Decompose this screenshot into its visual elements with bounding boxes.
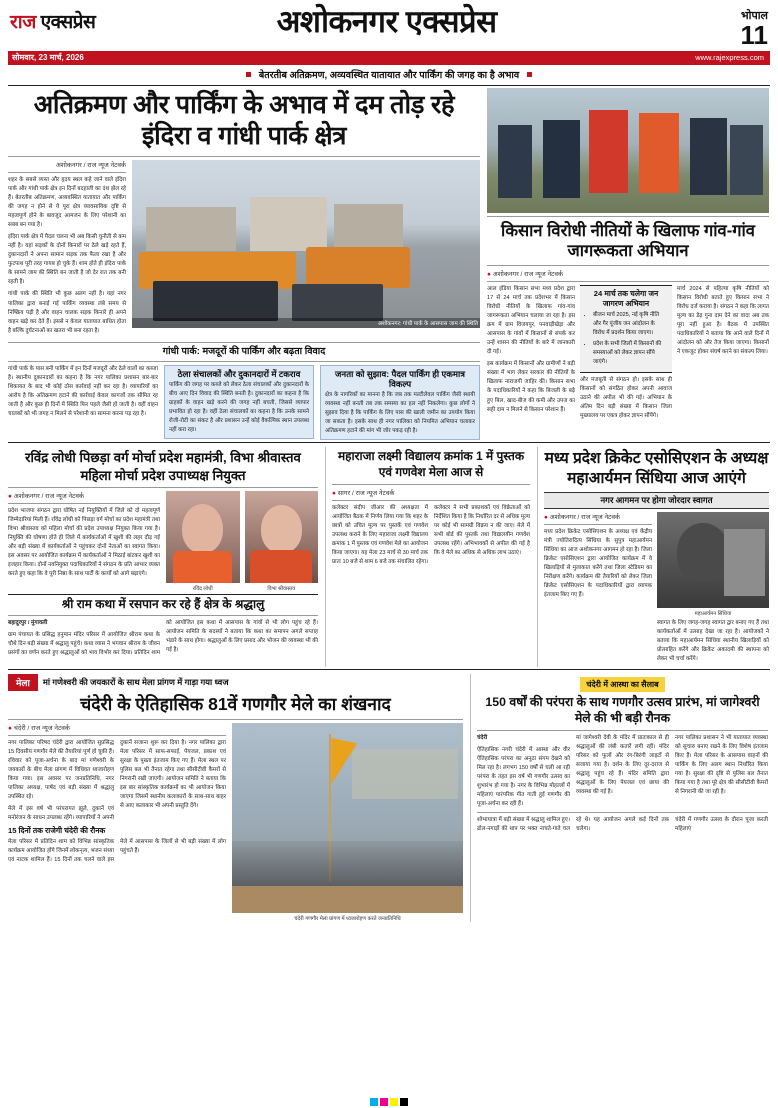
website-url[interactable]: www.rajexpress.com [695, 53, 764, 63]
divider [8, 85, 770, 86]
aastha-story [470, 674, 768, 922]
farmer-byline: ● अशोकनगर / राज न्यूज नेटवर्क [487, 270, 563, 278]
cricket-body-right [657, 619, 769, 664]
paragraph: आल इंडिया किसान सभा मध्य प्रदेश द्वारा 17 से 24 मार्च तक प्रदेशभर में किसान विरोधी नीतियों के खिलाफ गांव-गांव जागरूकता अभियान चलाया जा रहा है। इस क्रम में ग्राम विजयपुर, पनवाड़ीखेड़ा और आसपास के गांवों में किसानों से संपर्क कर उन्हें शासन की नीतियों के बारे में जानकारी दी गई। [487, 285, 575, 356]
paragraph [477, 734, 570, 743]
mela-headline: चंदेरी के ऐतिहासिक 81वें गणगौर मेले का शंखनाद [80, 693, 391, 714]
bookfair-byline: ● सागर / राज न्यूज नेटवर्क [332, 489, 395, 497]
mela-banner-text: मां गणेश्वरी की जयकारों के साथ मेला प्रांगण में गाड़ा गया ध्वज [42, 676, 229, 687]
paragraph: शहर के सबसे व्यस्त और हृदय स्थल कहे जाने वाले इंदिरा पार्क और गांधी पार्क क्षेत्र इन दिनों बदहाली का दंश झेल रहे हैं। बेतरतीब अतिक्रमण, अव्यवस्थित यातायात और पार्किंग की जगह न होने से ये पूरा क्षेत्र व्यावसायिक दृष्टि से महत्वपूर्ण होने के बावजूद आमजन के लिए परेशानी का सबब बन गया है। [8, 176, 126, 229]
info-box-2-body: क्षेत्र के नागरिकों का मानना है कि जब तक मल्टीलेवल पार्किंग जैसी स्थायी व्यवस्था नहीं बनती तब तक समस्या का हल नहीं निकलेगा। कुछ लोगों ने सुझाव दिया है कि पार्किंग के लिए पास की खाली जमीन का उपयोग किया जा सकता है। इसके साथ ही नगर पालिका को नियमित अभियान चलाकर अतिक्रमण हटाने की मांग भी जोर पकड़ रही है। [325, 392, 475, 435]
farmer-story [487, 88, 769, 441]
magenta-swatch [380, 1098, 388, 1106]
paragraph: नगर पालिका परिषद चंदेरी द्वारा आयोजित सुप्रसिद्ध 15 दिवसीय गणगौर मेले की तैयारियां पूर्ण हो चुकी हैं। रविवार को पूजा-अर्चना के बाद मां गणेश्वरी के जयकारों के बीच मेला प्रांगण में विधिवत ध्वजारोहण किया गया। इस अवसर पर जनप्रतिनिधि, नगर पालिका अध्यक्ष, पार्षद एवं बड़ी संख्या में श्रद्धालु उपस्थित रहे। [8, 739, 114, 801]
appointments-story [8, 447, 318, 667]
lead-headline: अतिक्रमण और पार्किंग के अभाव में दम तोड़ रहे इंदिरा व गांधी पार्क क्षेत्र [33, 90, 455, 150]
yellow-swatch [390, 1098, 398, 1106]
divider [487, 265, 769, 266]
divider [332, 484, 530, 485]
bookfair-headline: महाराजा लक्ष्मी विद्यालय क्रमांक 1 में पुस्तक एवं गणवेश मेला आज से [337, 449, 525, 480]
list-item: • बीजन मार्च 2025, नई कृषि नीति और गैर पूंजीय जन आंदोलन के विरोध में प्रदर्शन किया जाएगा। [593, 311, 668, 338]
cricket-byline: ● अशोकनगर / राज न्यूज नेटवर्क [544, 513, 620, 521]
portrait-caption-1: रविंद्र लोधी [192, 585, 213, 592]
paragraph: इस कार्यक्रम में किसानों और ग्रामीणों ने बड़ी संख्या में भाग लेकर सरकार की नीतियों के खिलाफ नाराजगी जाहिर की। किसान सभा के पदाधिकारियों ने कहा कि बिजली के बढ़े हुए बिल, खाद-बीज की कमी और उपज का सही दाम न मिलने से किसान परेशान हैं। [487, 361, 575, 413]
lead-story [8, 88, 480, 441]
paragraph: मेला परिसर में प्रतिदिन शाम को विभिन्न सांस्कृतिक कार्यक्रम आयोजित होंगे जिनमें लोकनृत्य, भजन संध्या एवं नाटक शामिल हैं। 15 दिनों तक चलने वाले इस मेले में आसपास के जिलों से भी बड़ी संख्या में लोग पहुंचते हैं। [8, 839, 226, 864]
bullet-icon: ● [332, 489, 336, 497]
farmer-photo [487, 88, 769, 213]
aastha-sub-body [477, 816, 768, 836]
mela-photo [232, 723, 463, 913]
appointments-byline: ● अशोकनगर / राज न्यूज नेटवर्क [8, 492, 84, 500]
divider [487, 281, 769, 282]
divider [8, 342, 480, 343]
bookfair-body [332, 504, 530, 567]
farmer-col3 [677, 285, 769, 357]
farmer-box-list [584, 311, 668, 367]
farmer-headline: किसान विरोधी नीतियों के खिलाफ गांव-गांव जागरूकता अभियान [501, 221, 755, 261]
mela-photo-caption: चंदेरी गणगौर मेला प्रांगण में ध्वजारोहण करते जनप्रतिनिधि [294, 915, 401, 922]
cricket-body-left [544, 528, 652, 600]
paragraph: चंदेरी में गणगौर उत्सव के दौरान पूजा करती महिलाएं [675, 817, 768, 833]
portrait-caption-2: विभा श्रीवास्तव [267, 585, 296, 592]
cricket-photo [657, 512, 769, 608]
info-box-1-title: ठेला संचालकों और दुकानदारों में टकराव [177, 368, 301, 379]
paragraph: कलेक्टर संदीप जीआर की अध्यक्षता में आयोजित बैठक में निर्णय लिया गया कि शहर के छात्रों को उचित मूल्य पर पुस्तकें एवं गणवेश उपलब्ध कराने के लिए महाराजा लक्ष्मी विद्यालय क्रमांक 1 में पुस्तक एवं गणवेश मेले का आयोजन किया जाएगा। यह मेला 23 मार्च से 30 मार्च तक प्रातः 10 बजे से शाम 6 बजे तक संचालित रहेगा। कलेक्टर ने सभी प्रकाशकों एवं विक्रेताओं को निर्देशित किया है कि निर्धारित दर से अधिक मूल्य पर कोई भी सामग्री विक्रय न की जाए। मेले में सभी बोर्ड की पुस्तकें तथा विद्यालयीन गणवेश उपलब्ध रहेंगे। अभिभावकों से अपील की गई है कि वे मेले का अधिक से अधिक लाभ उठाएं। [332, 504, 530, 565]
cyan-swatch [370, 1098, 378, 1106]
paragraph: गांधी पार्क के पास बनी पार्किंग में इन दिनों मजदूरों और ठेले वालों का कब्जा है। स्थानीय दुकानदारों का कहना है कि नगर पालिका प्रशासन बार-बार शिकायत के बाद भी कोई ठोस कार्रवाई नहीं कर रहा है। व्यापारियों का आरोप है कि अतिक्रमण हटाने की कार्रवाई केवल कागजों तक सीमित रह जाती है और कुछ ही दिनों में स्थिति फिर पहले जैसी हो जाती है। वहीं वाहन चालकों को भी जगह न मिलने से परेशानी का सामना करना पड़ रहा है। [8, 365, 158, 417]
cricket-subband: नगर आगमन पर होगा जोरदार स्वागत [544, 492, 769, 509]
divider [8, 172, 126, 173]
mela-sub-body [8, 838, 226, 865]
cmyk-registration-marks [370, 1098, 408, 1106]
square-bullet-icon [246, 72, 251, 77]
divider [8, 156, 480, 157]
info-box-2 [320, 365, 480, 441]
ramkatha-body [8, 619, 318, 658]
bullet-icon: ● [8, 724, 12, 732]
paragraph: नगर पालिका प्रशासन ने भी यातायात व्यवस्था को सुचारु बनाए रखने के लिए विशेष इंतजाम किए हैं। मेला परिसर के आसपास वाहनों की पार्किंग के लिए अलग स्थान निर्धारित किया गया है। सुरक्षा की दृष्टि से पुलिस बल तैनात किया गया है तथा पूरे क्षेत्र की सीसीटीवी कैमरों से निगरानी की जा रही है। [675, 734, 768, 796]
bookfair-story [325, 447, 530, 667]
edition-block [678, 8, 768, 48]
bottom-section [8, 674, 770, 922]
divider [8, 503, 160, 504]
divider [8, 735, 226, 736]
portrait-photo-2 [245, 491, 319, 583]
info-box-2-title: जनता को सुझाव: पैदल पार्किंग ही एकमात्र विकल्प [335, 368, 465, 389]
cricket-photo-caption: महाआर्यमन सिंधिया [694, 610, 732, 617]
lead-photo [132, 160, 480, 328]
paragraph: मेले में इस वर्ष भी परंपरागत झूले, दुकानें एवं मनोरंजन के साधन उपलब्ध रहेंगे। व्यापारियों ने अपनी दुकानें सजाना शुरू कर दिया है। नगर पालिका द्वारा मेला परिसर में साफ-सफाई, पेयजल, प्रकाश एवं सुरक्षा के पुख्ता इंतजाम किए गए हैं। मेला स्थल पर पुलिस बल भी तैनात रहेगा तथा सीसीटीवी कैमरों से निगरानी रखी जाएगी। आयोजन समिति ने बताया कि इस बार सांस्कृतिक कार्यक्रमों का भी आयोजन किया जाएगा जिसमें स्थानीय कलाकारों के साथ-साथ बाहर से आए कलाकार भी अपनी प्रस्तुति देंगे। [8, 739, 226, 822]
aastha-byline: चंदेरी [477, 734, 488, 741]
lead-subhead-1: गांधी पार्क: मजदूरों की पार्किंग और बढ़ता विवाद [162, 345, 326, 357]
divider [477, 812, 768, 813]
divider [8, 615, 318, 616]
farmer-col1 [487, 285, 575, 415]
cricket-story [537, 447, 769, 667]
farmer-col2b [580, 376, 672, 421]
divider [332, 500, 530, 501]
lead-photo-caption: अशोकनगर: गांधी पार्क के आसपास जाम की स्थिति [132, 318, 480, 328]
kicker-text: बेतरतीब अतिक्रमण, अव्यवस्थित यातायात और पार्किंग की जगह का है अभाव [258, 69, 520, 81]
lead-byline: अशोकनगर / राज न्यूज नेटवर्क [55, 161, 126, 169]
info-box-1 [164, 365, 314, 440]
kicker-line [8, 65, 770, 83]
edition-city: भोपाल [740, 10, 768, 22]
paragraph: ऐतिहासिक नगरी चंदेरी में आस्था और वीर ऐतिहासिक परंपरा का अनूठा संगम देखने को मिल रहा है। लगभग 150 वर्षों से चली आ रही परंपरा के तहत इस वर्ष भी गणगौर उत्सव का शुभारंभ हो गया है। नगर के विभिन्न मोहल्लों में महिलाएं पारंपरिक गीत गाती हुई गणगौर की पूजा-अर्चना कर रही हैं। [477, 746, 570, 808]
paragraph: मार्च 2024 से पहिल्या कृषि नीतियों को किसान विरोधी बताते हुए किसान सभा ने विरोध दर्ज कराया है। संगठन ने कहा कि लागत मूल्य का डेढ़ गुना दाम देने का वादा अब तक पूरा नहीं हुआ है। बैठक में उपस्थित पदाधिकारियों ने बताया कि आने वाले दिनों में आंदोलन को और तेज किया जाएगा। किसानों ने एकजुट होकर संघर्ष करने का संकल्प लिया। [677, 285, 769, 356]
ramkatha-byline: बहादुरपुर / मुंगावली [8, 620, 48, 627]
top-section [8, 88, 770, 441]
divider [487, 216, 769, 217]
square-bullet-icon [527, 72, 532, 77]
divider [8, 442, 770, 443]
paragraph: इंदिरा पार्क क्षेत्र में पैदल चलना भी अब किसी चुनौती से कम नहीं है। यहां सड़कों के दोनों किनारों पर ठेले खड़े रहते हैं, दुकानदारों ने अपना सामान सड़क तक फैला रखा है और फुटपाथ पूरी तरह गायब हो चुके हैं। शाम होते ही इंदिरा पार्क के सामने जाम की स्थिति बन जाती है जो देर रात तक बनी रहती है। [8, 234, 126, 286]
mela-banner [8, 674, 463, 691]
bullet-icon: ● [544, 513, 548, 521]
aastha-body [477, 734, 768, 809]
paragraph [8, 619, 160, 628]
mela-byline: ● चंदेरी / राज न्यूज नेटवर्क [8, 724, 70, 732]
page-number: 11 [740, 20, 768, 50]
ramkatha-headline: श्री राम कथा में रसपान कर रहे हैं क्षेत्र के श्रद्धालु [61, 596, 265, 611]
paragraph: ग्राम पंचायत के प्रसिद्ध हनुमान मंदिर परिसर में आयोजित श्रीराम कथा के चौथे दिन बड़ी संख्या में श्रद्धालु पहुंचे। कथा व्यास ने भगवान श्रीराम के जीवन प्रसंगों का वर्णन करते हुए श्रद्धालुओं को भाव विभोर कर दिया। प्रतिदिन शाम को आयोजित इस कथा में आसपास के गांवों से भी लोग पहुंच रहे हैं। आयोजन समिति के सदस्यों ने बताया कि कथा का समापन अगले सप्ताह भंडारे के साथ होगा। श्रद्धालुओं के लिए प्रसाद और भोजन की व्यवस्था भी की गई है। [8, 620, 318, 657]
lead-body-col1 [8, 176, 126, 336]
farmer-box-title: 24 मार्च तक चलेगा जन जागरण अभियान [593, 288, 659, 308]
date-line: सोमवार, 23 मार्च, 2026 [12, 53, 84, 63]
publication-logo: राज एक्सप्रेस [10, 12, 96, 33]
ground-area [232, 886, 463, 913]
black-swatch [400, 1098, 408, 1106]
farmer-highlight-box [580, 285, 672, 373]
paragraph: मध्य प्रदेश क्रिकेट एसोसिएशन के अध्यक्ष एवं केंद्रीय मंत्री ज्योतिरादित्य सिंधिया के सुपुत्र महाआर्यमन सिंधिया का आज अशोकनगर आगमन हो रहा है। जिला क्रिकेट एसोसिएशन द्वारा आयोजित कार्यक्रम में वे खिलाड़ियों से मुलाकात करेंगे तथा जिला स्टेडियम का निरीक्षण करेंगे। कार्यक्रम की तैयारियों को लेकर जिला क्रिकेट एसोसिएशन के पदाधिकारियों द्वारा व्यापक इंतजाम किए गए हैं। [544, 528, 652, 599]
lead-sub1-body [8, 365, 158, 419]
bullet-icon: ● [487, 270, 491, 278]
paragraph: स्वागत के लिए जगह-जगह स्वागत द्वार बनाए गए हैं तथा कार्यकर्ताओं में उत्साह देखा जा रहा है। आयोजकों ने बताया कि महाआर्यमन सिंधिया स्थानीय खिलाड़ियों को प्रोत्साहित करेंगे और क्रिकेट अकादमी की स्थापना को लेकर भी चर्चा करेंगे। [657, 619, 769, 662]
page-title: अशोकनगर एक्सप्रेस [276, 4, 497, 39]
appointments-body [8, 507, 160, 579]
paragraph: गांधी पार्क की स्थिति भी कुछ अलग नहीं है। यहां नगर पालिका द्वारा बनाई गई पार्किंग व्यवस्था लंबे समय से निष्क्रिय पड़ी है और वाहन चालक सड़क किनारे ही अपने वाहन खड़े कर देते हैं। इससे न केवल यातायात बाधित होता है बल्कि दुर्घटनाओं का खतरा भी बना रहता है। [8, 291, 126, 334]
divider [544, 524, 652, 525]
aastha-headline: 150 वर्षों की परंपरा के साथ गणगौर उत्सव प्रारंभ, मां जागेश्वरी मेले की भी बड़ी रौनक [485, 694, 760, 725]
aastha-tag: चंदेरी में आस्था का सैलाब [580, 677, 664, 692]
divider [8, 487, 318, 488]
section-tag: मेला [8, 674, 38, 691]
paragraph: प्रदेश भाजपा संगठन द्वारा घोषित नई नियुक्तियों में जिले को दो महत्वपूर्ण जिम्मेदारियां मिली हैं। रविंद्र लोधी को पिछड़ा वर्ग मोर्चा का प्रदेश महामंत्री तथा विभा श्रीवास्तव को महिला मोर्चा की प्रदेश उपाध्यक्ष नियुक्त किया गया है। नियुक्ति की घोषणा होते ही जिले में कार्यकर्ताओं में खुशी की लहर दौड़ गई और बड़ी संख्या में कार्यकर्ताओं ने पहुंचकर दोनों नेताओं का स्वागत किया। इस अवसर पर आयोजित कार्यक्रम में कार्यकर्ताओं ने मिठाई बांटकर खुशी का इजहार किया। दोनों नवनियुक्त पदाधिकारियों ने संगठन के प्रति आभार व्यक्त करते हुए कहा कि वे पूरी निष्ठा के साथ पार्टी के कार्यों को आगे बढ़ाएंगे। [8, 507, 160, 578]
newspaper-title-block [95, 6, 678, 37]
bullet-icon: ● [8, 492, 12, 500]
mela-subhead: 15 दिनों तक राजेगी चंदेरी की रौनक [8, 826, 106, 836]
divider [8, 719, 463, 720]
portrait-photo-1 [166, 491, 240, 583]
paragraph: शोभायात्रा में बड़ी संख्या में श्रद्धालु शामिल हुए। ढोल-नगाड़ों की थाप पर भक्त नाचते-गाते चल रहे थे। यह आयोजन अगले कई दिनों तक चलेगा। [477, 817, 669, 833]
date-bar [8, 51, 770, 65]
middle-section [8, 447, 770, 667]
divider [8, 594, 318, 595]
mela-body [8, 739, 226, 823]
cricket-headline: मध्य प्रदेश क्रिकेट एसोसिएशन के अध्यक्ष महाआर्यमन सिंधिया आज आएंगे [544, 450, 769, 488]
info-box-1-body: पार्किंग की जगह पर कब्जे को लेकर ठेला संचालकों और दुकानदारों के बीच आए दिन विवाद की स्थिति बनती है। दुकानदारों का कहना है कि ग्राहकों के वाहन खड़े करने की जगह नहीं बचती, जिससे व्यापार प्रभावित हो रहा है। वहीं ठेला संचालकों का कहना है कि उनके सामने रोजी-रोटी का संकट है और प्रशासन उन्हें कोई वैकल्पिक स्थान उपलब्ध नहीं करा रहा। [169, 381, 309, 434]
masthead [8, 6, 770, 48]
divider [8, 669, 770, 670]
divider [477, 730, 768, 731]
paragraph: मां जागेश्वरी देवी के मंदिर में प्रातःकाल से ही श्रद्धालुओं की लंबी कतारें लगी रहीं। मंदिर परिसर को फूलों और रंग-बिरंगी लाइटों से सजाया गया है। दर्शन के लिए दूर-दराज से श्रद्धालु पहुंच रहे हैं। मंदिर समिति द्वारा श्रद्धालुओं के लिए पेयजल एवं छाया की व्यवस्था की गई है। [576, 734, 669, 796]
appointments-headline: रविंद्र लोधी पिछड़ा वर्ग मोर्चा प्रदेश महामंत्री, विभा श्रीवास्तव महिला मोर्चा प्रदेश उपाध्यक्ष नियुक्त [25, 450, 301, 483]
divider [8, 361, 480, 362]
mela-story [8, 674, 463, 922]
paragraph: और मजबूती से संगठन हो। इसके साथ ही किसानों को संगठित होकर अपनी आवाज उठाने की अपील भी की गई। अभियान के अंतिम दिन बड़ी संख्या में किसान जिला मुख्यालय पर एकत्र होकर ज्ञापन सौंपेंगे। [580, 376, 672, 419]
list-item: • प्रदेश के सभी जिलों में किसानों की समस्याओं को लेकर ज्ञापन सौंपे जाएंगे। [593, 340, 668, 367]
